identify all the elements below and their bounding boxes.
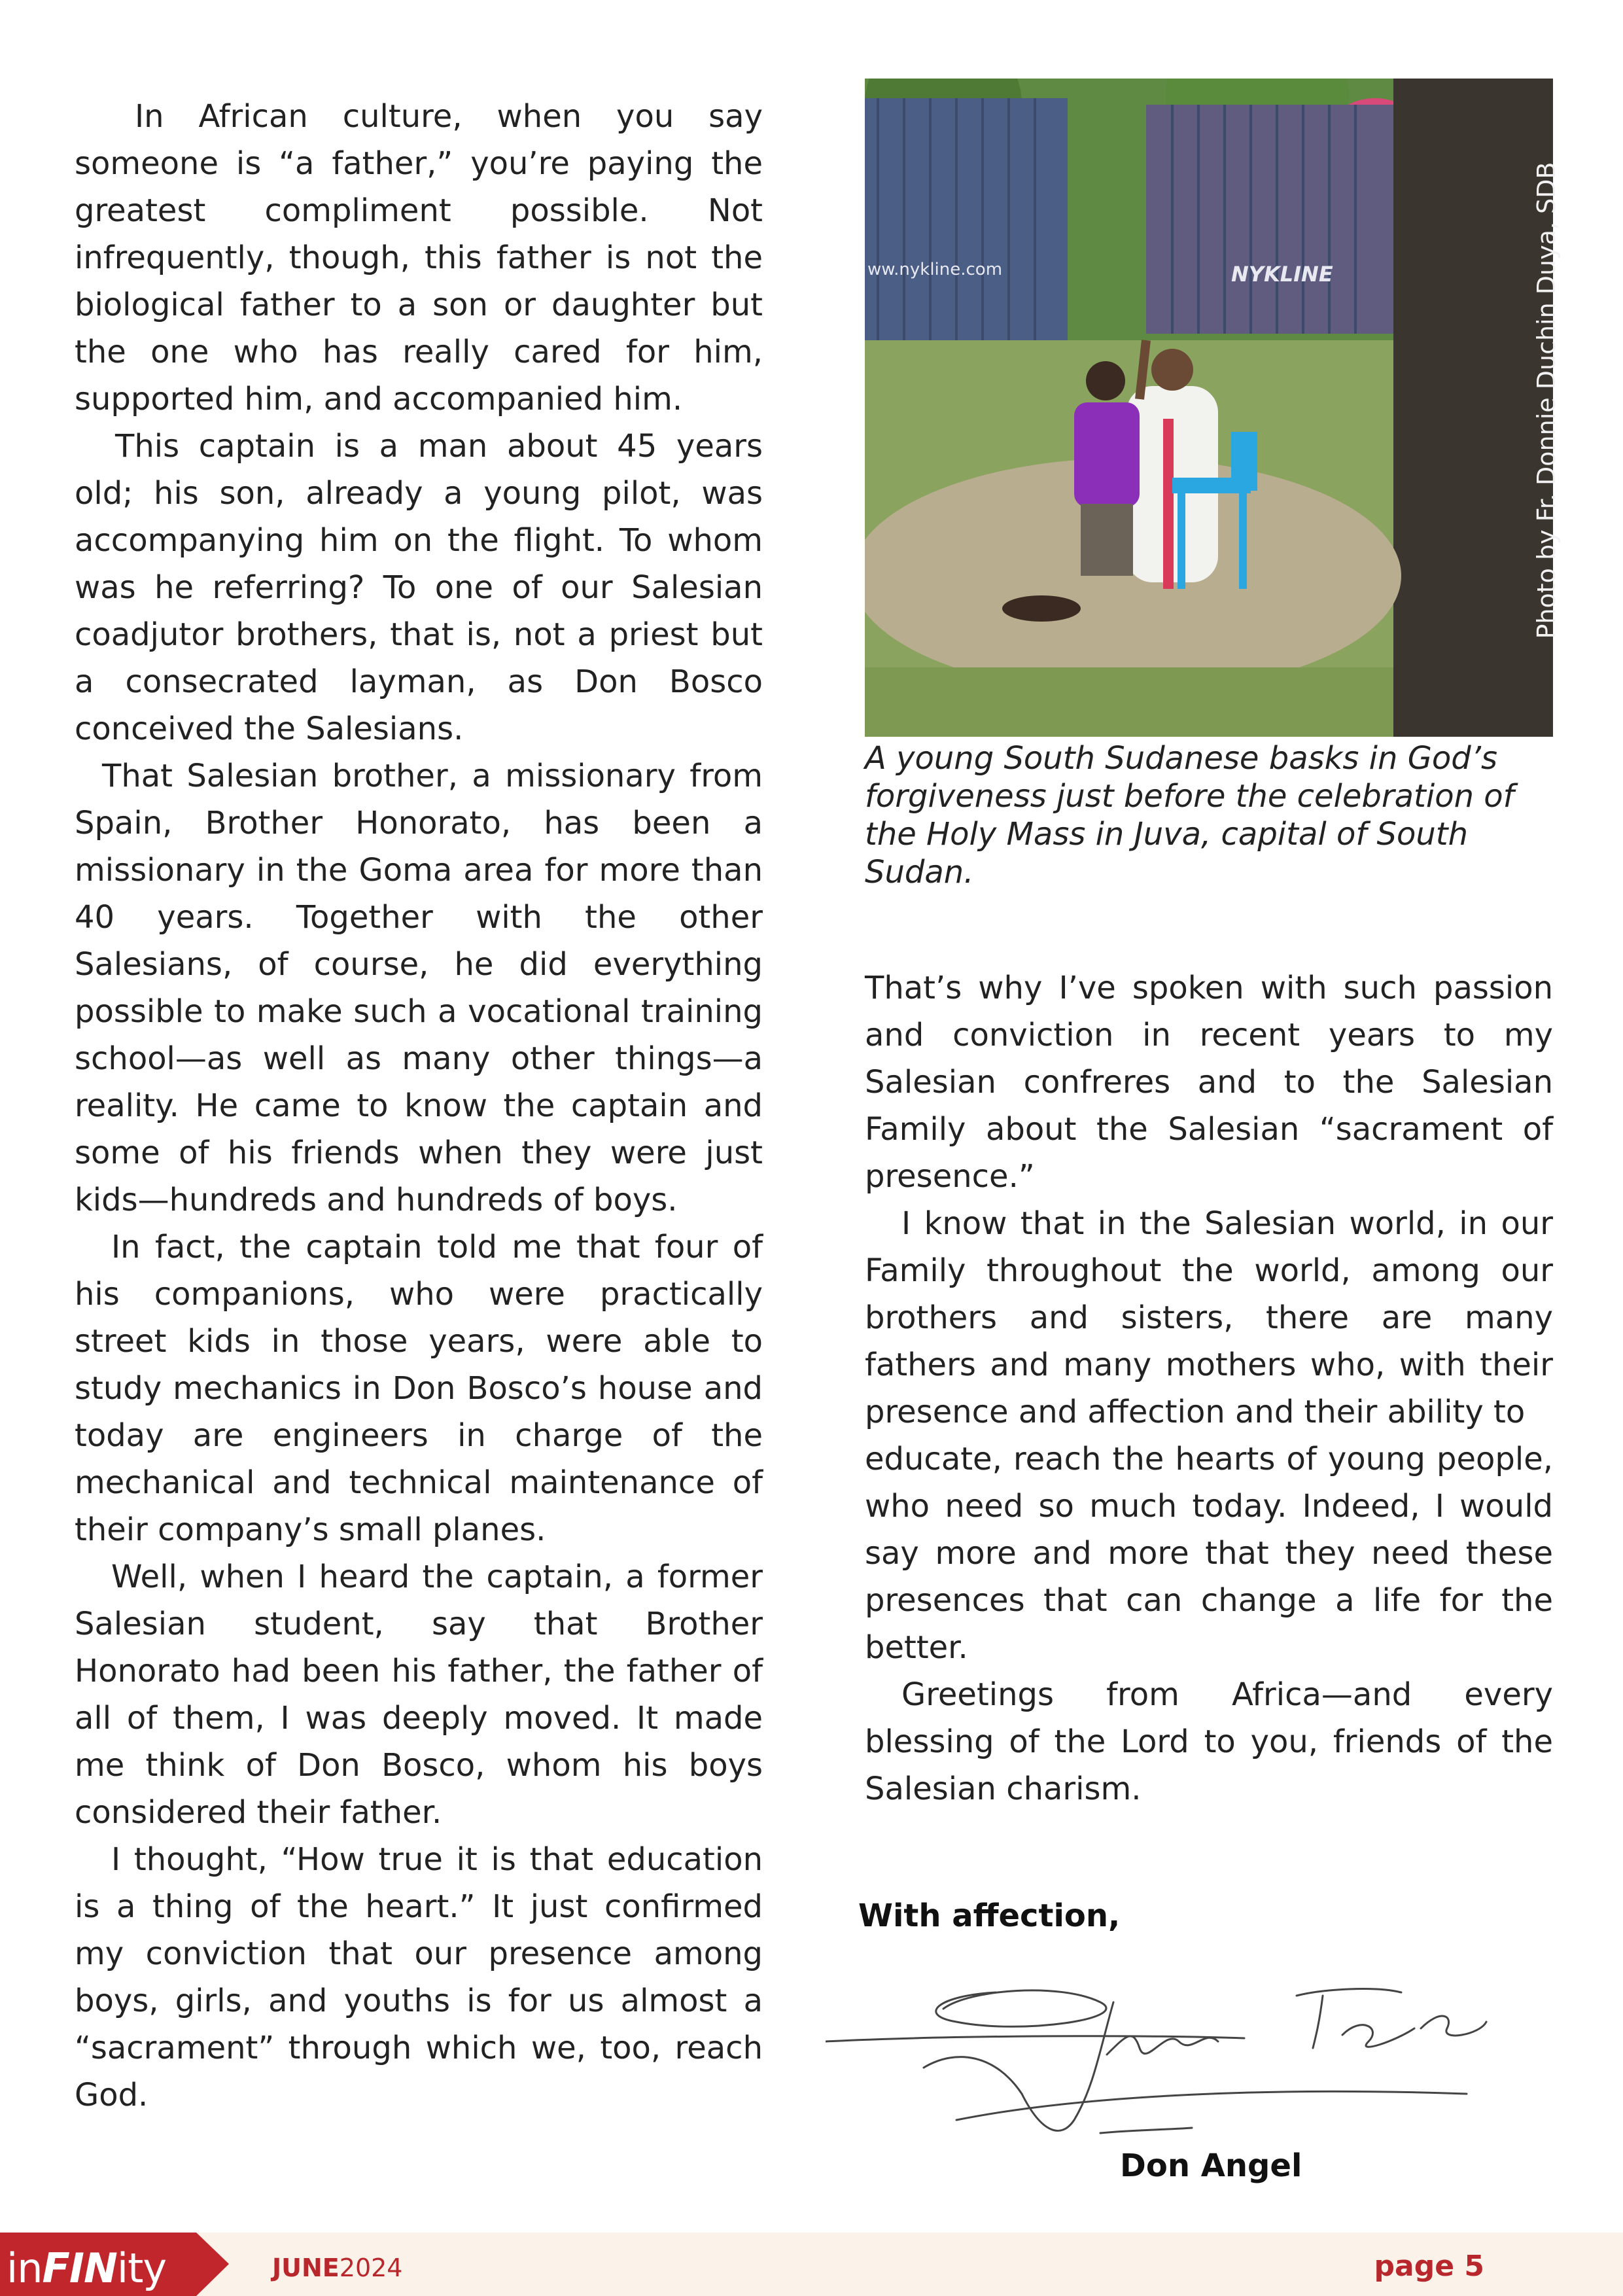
- paragraph: Greetings from Africa—and every blessing of the Lord to you, friends of the Salesian charism.: [865, 1676, 1553, 1807]
- paragraph: Well, when I heard the captain, a former Salesian student, say that Brother Honorato had been his father, the father of all of them, I was deeply moved. It made me think of Don Bosco, whom his boys considered their father.: [75, 1559, 763, 1831]
- container-logo-text: NYKLINE: [1231, 262, 1333, 287]
- container-text: ww.nykline.com: [867, 260, 1003, 279]
- article-photo: [865, 79, 1553, 737]
- left-column: [75, 93, 763, 2119]
- paragraph: That Salesian brother, a missionary from Spain, Brother Honorato, has been a missionary in the Goma area for more than 40 years. Together with the other Salesians, of course, he did everything possible to make such a vocational training school—as well as many other things—a reality. He came to know the captain and some of his friends when they were just kids—hundreds and hundreds of boys.: [75, 758, 763, 1218]
- right-column: [865, 964, 1553, 1812]
- closing-salutation: With affection,: [858, 1898, 1121, 1934]
- paragraph: This captain is a man about 45 years old; his son, already a young pilot, was accompanying him on the flight. To whom was he referring? To one of our Salesian coadjutor brothers, that is, not a priest but a consecrated layman, as Don Bosco conceived the Salesians.: [75, 428, 763, 747]
- page-number: page 5: [1374, 2250, 1484, 2283]
- photo-caption: A young South Sudanese basks in God’s forgiveness just before the celebration of the Holy Mass in Juva, capital of South Sudan.: [865, 740, 1514, 891]
- paragraph: In fact, the captain told me that four of his companions, who were practically street kids in those years, were able to study mechanics in Don Bosco’s house and today are engineers in charge of the mechanical and technical maintenance of their company’s small planes.: [75, 1229, 763, 1548]
- photo-illustration: [865, 79, 1553, 737]
- paragraph: In African culture, when you say someone is “a father,” you’re paying the greatest compliment possible. Not infrequently, though, this father is not the biological father to a son or daughter but the one who has really cared for him, supported him, and accompanied him.: [75, 98, 763, 417]
- paragraph: That’s why I’ve spoken with such passion and conviction in recent years to my Salesian confreres and to the Salesian Family about the Salesian “sacrament of presence.”: [865, 970, 1553, 1195]
- signature-image: [826, 1956, 1565, 2153]
- page-footer: [0, 2233, 1623, 2296]
- paragraph: educate, reach the hearts of young people, who need so much today. Indeed, I would say more and more that they need these presences that can change a life for the better.: [865, 1441, 1553, 1666]
- issue-date: JUNE2024: [272, 2253, 403, 2282]
- paragraph: I thought, “How true it is that education is a thing of the heart.” It just confirmed my conviction that our presence among boys, girls, and youths is for us almost a “sacrament” through which we, too, reach God.: [75, 1841, 763, 2113]
- signer-name: Don Angel: [1120, 2147, 1302, 2184]
- photo-credit-text: Photo by Fr. Donnie Duchin Duya, SDB: [1532, 162, 1561, 639]
- paragraph: I know that in the Salesian world, in our Family throughout the world, among our brothers and sisters, there are many fathers and many mothers who, with their presence and affection and their ability to: [865, 1205, 1553, 1430]
- brand-logo: inFINity: [7, 2244, 167, 2292]
